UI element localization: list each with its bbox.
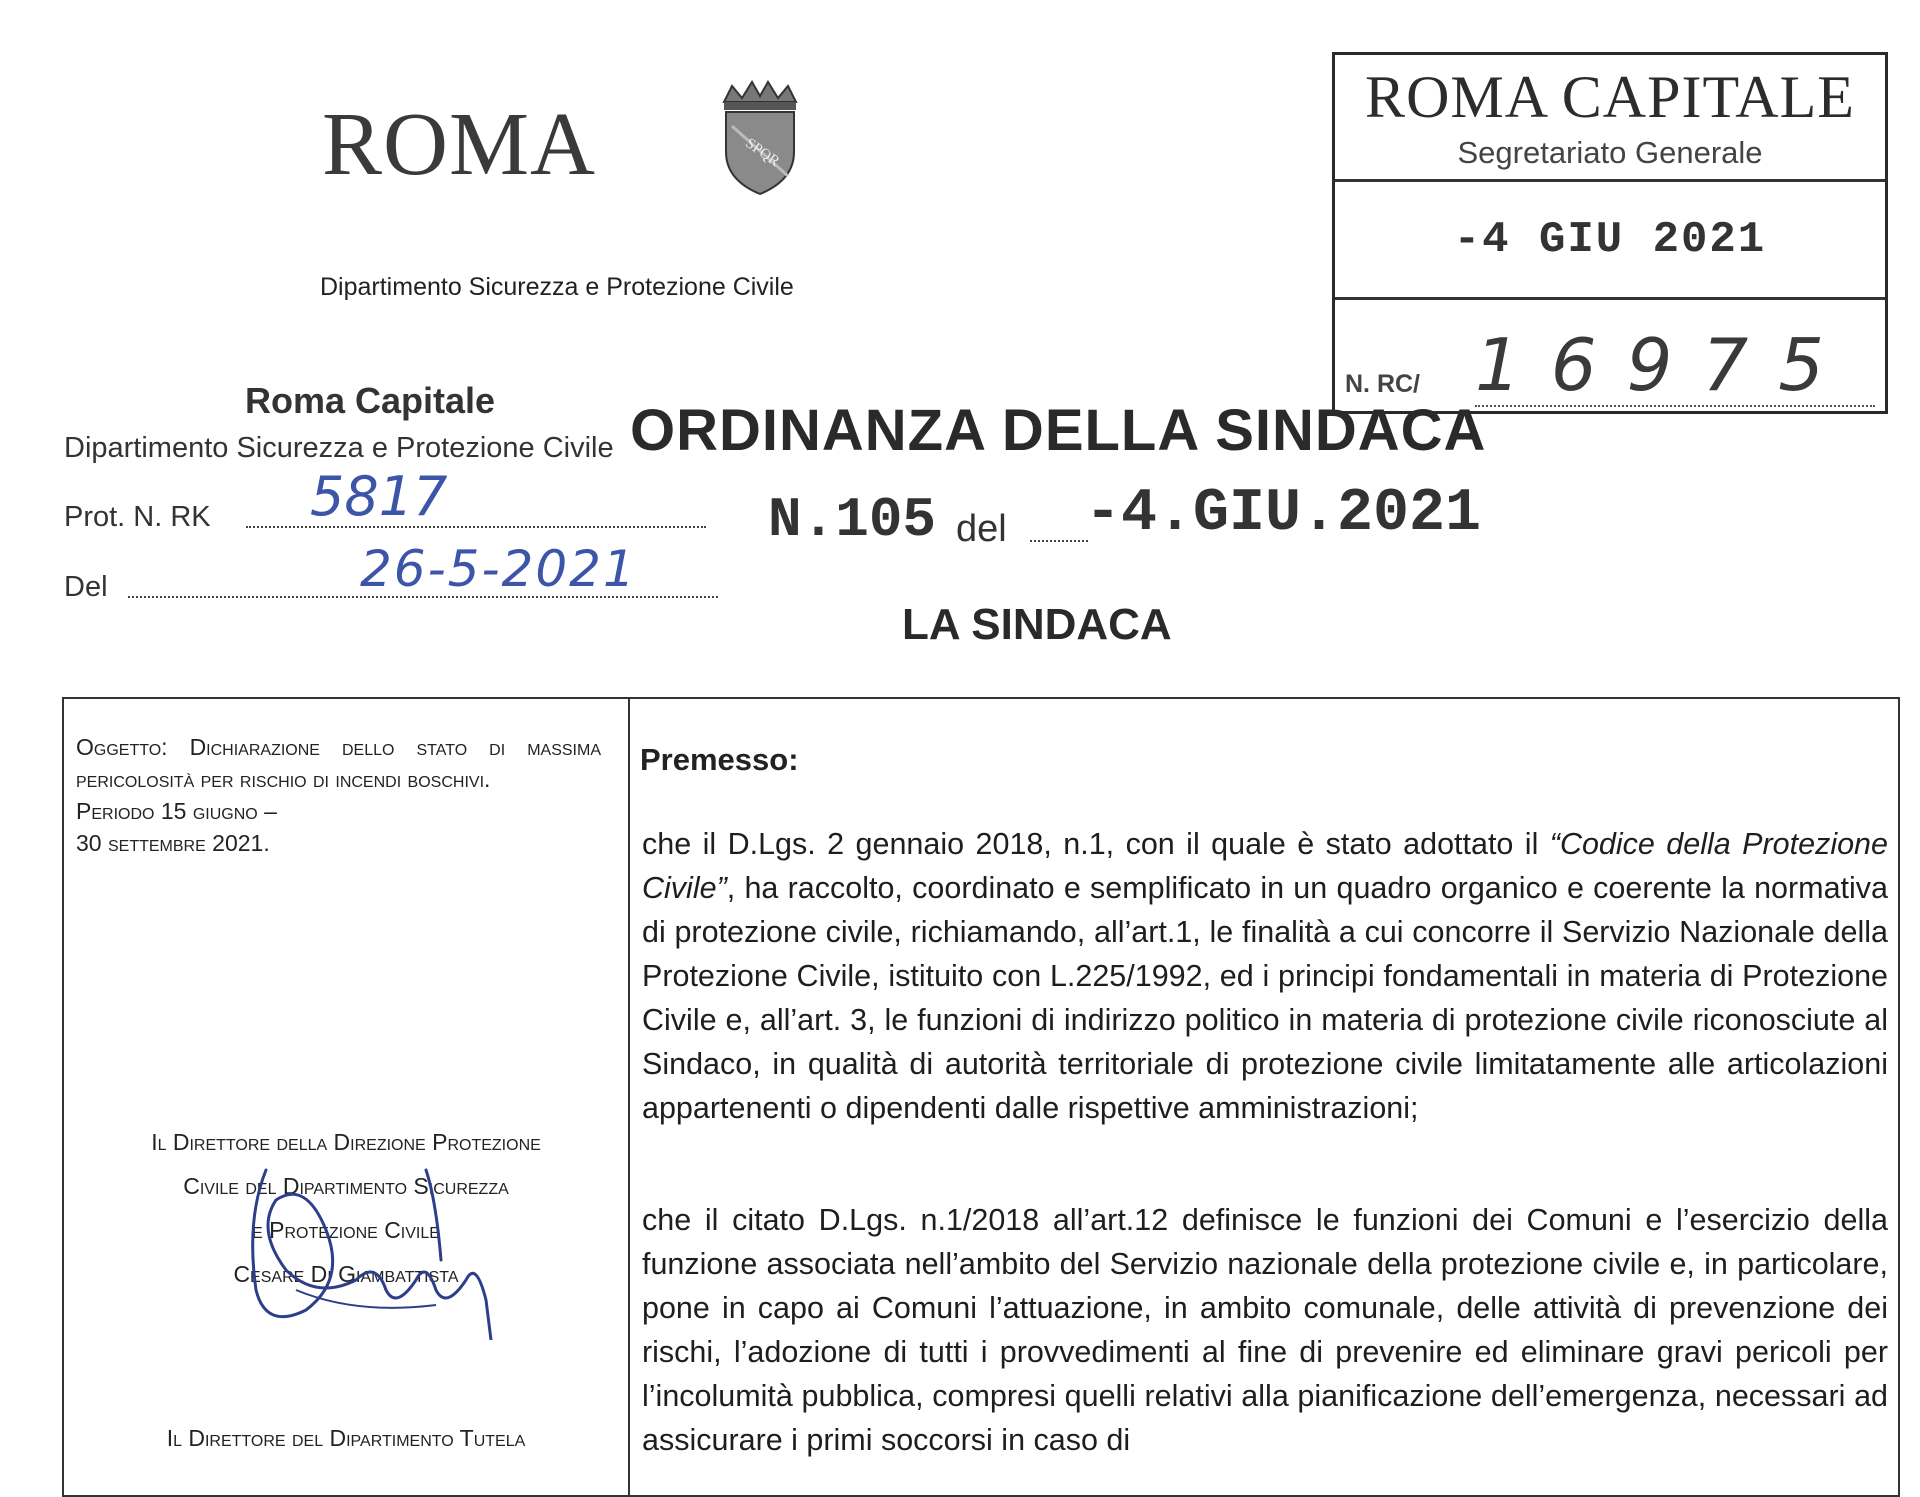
stamp-date: -4 GIU 2021 [1453,215,1767,265]
date-label: Del [64,571,108,603]
director-title: e Protezione Civile [252,1217,440,1243]
column-divider [628,697,630,1497]
protocol-number: 5817 [310,465,448,528]
paragraph-text: che il D.Lgs. 2 gennaio 2018, n.1, con il quale è stato adottato il [642,827,1550,861]
registry-entity: Roma Capitale [245,380,496,421]
subject-text: Oggetto: Dichiarazione dello stato di massima pericolosità per rischio di incendi boschivi. [76,734,601,792]
protocol-date: 26-5-2021 [360,540,637,598]
stamp-divider [1335,297,1885,300]
ordinance-heading: LA SINDACA [902,600,1172,649]
ordinance-number: N.105 [768,488,937,552]
handwritten-signature [236,1140,516,1340]
director-title: Il Direttore della Direzione Protezione [151,1129,541,1155]
roma-logo-text: ROMA [322,95,597,194]
subject-block [76,731,601,859]
stamp-dotted-line [1475,405,1875,407]
ordinance-del-label: del [956,508,1007,550]
roma-crest-icon [718,80,802,196]
registry-department: Dipartimento Sicurezza e Protezione Civile [64,432,614,464]
ordinance-date: -4.GIU.2021 [1085,480,1482,548]
stamp-title: ROMA CAPITALE [1365,64,1855,130]
stamp-number: 16975 [1475,323,1855,407]
stamp-number-label: N. RC/ [1345,370,1420,398]
director2-title: Il Direttore del Dipartimento Tutela [166,1425,526,1451]
protocol-label: Prot. N. RK [64,501,211,533]
stamp-subtitle: Segretariato Generale [1457,135,1763,170]
paragraph-text: , ha raccolto, coordinato e semplificato in un quadro organico e coerente la normativa di protezione civile, richiamando, all’art.1, le finalità a cui concorre il Servizio Nazionale della Protezione Civile, istituito con L.225/1992, ed i principi fondamentali in materia di Protezione Civile e, all’art. 3, le funzioni di indirizzo politico in materia di protezione civile riconosciute al Sindaco, in qualità di autorità territoriale di protezione civile limitatamente alle articolazioni appartenenti o dipendenti dalle rispettive amministrazioni; [642,871,1888,1125]
subject-period: Periodo 15 giugno – [76,798,277,824]
premise-paragraph-1 [642,822,1888,1130]
stamp-divider [1335,179,1885,182]
ordinance-title: ORDINANZA DELLA SINDACA [630,398,1487,463]
director-title: Civile del Dipartimento Sicurezza [183,1173,509,1199]
premise-paragraph-2: che il citato D.Lgs. n.1/2018 all’art.12 definisce le funzioni dei Comuni e l’esercizio della funzione associata nell’ambito del Servizio nazionale della protezione civile e, in particolare, pone in capo ai Comuni l’attuazione, in ambito comunale, delle attività di prevenzione dei rischi, l’adozione di tutti i provvedimenti al fine di prevenire ed eliminare gravi pericoli per l’incolumità pubblica, compresi quelli relativi alla pianificazione dell’emergenza, necessari ad assicurare i primi soccorsi in caso di [642,1203,1888,1457]
director-name: Cesare Di Giambattista [233,1261,459,1287]
premise-heading: Premesso: [640,742,799,777]
ordinance-dotted-line [1030,540,1088,542]
paragraph-italic: “Codice della Protezione Civile” [642,827,1888,905]
subject-period-end: 30 settembre 2021. [76,830,270,856]
registry-stamp [1332,52,1888,414]
crest-text: SPQR [742,135,783,171]
department-name: Dipartimento Sicurezza e Protezione Civile [320,273,794,301]
